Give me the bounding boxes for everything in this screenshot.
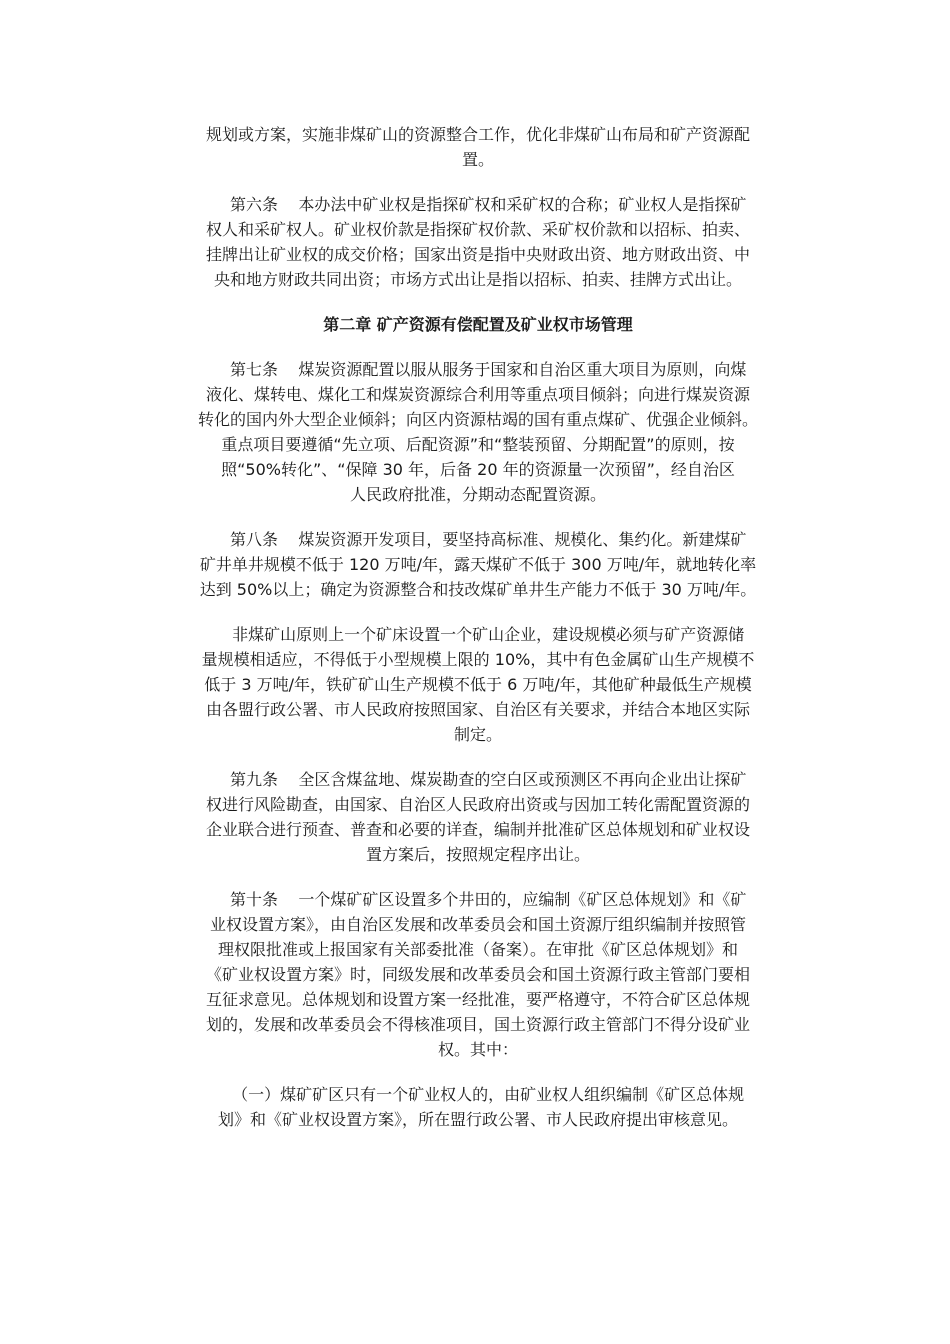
text-line: 照“50%转化”、“保障 30 年，后备 20 年的资源量一次预留”，经自治区	[221, 460, 735, 479]
text-line: 规划或方案，实施非煤矿山的资源整合工作，优化非煤矿山布局和矿产资源配	[205, 125, 750, 144]
text-line: （一）煤矿矿区只有一个矿业权人的，由矿业权人组织编制《矿区总体规	[211, 1085, 745, 1104]
text-line: 权人和采矿权人。矿业权价款是指探矿权价款、采矿权价款和以招标、拍卖、	[205, 220, 750, 239]
paragraph	[147, 622, 809, 747]
text-line: 由各盟行政公署、市人民政府按照国家、自治区有关要求，并结合本地区实际	[205, 700, 750, 719]
paragraph	[147, 122, 809, 172]
text-line: 业权设置方案》，由自治区发展和改革委员会和国土资源厅组织编制并按照管	[209, 915, 746, 934]
text-line: 权进行风险勘查，由国家、自治区人民政府出资或与因加工转化需配置资源的	[205, 795, 750, 814]
text-line: 第七条 煤炭资源配置以服从服务于国家和自治区重大项目为原则，向煤	[209, 360, 747, 379]
text-line: 置方案后，按照规定程序出让。	[365, 845, 590, 864]
text-line: 人民政府批准，分期动态配置资源。	[349, 485, 606, 504]
text-line: 划》和《矿业权设置方案》，所在盟行政公署、市人民政府提出审核意见。	[217, 1110, 738, 1129]
text-line: 转化的国内外大型企业倾斜；向区内资源枯竭的国有重点煤矿、优强企业倾斜。	[197, 410, 758, 429]
text-line: 达到 50%以上；确定为资源整合和技改煤矿单井生产能力不低于 30 万吨/年。	[199, 580, 757, 599]
text-line: 互征求意见。总体规划和设置方案一经批准，要严格遵守，不符合矿区总体规	[205, 990, 750, 1009]
text-line: 置。	[461, 150, 494, 169]
paragraph	[147, 357, 809, 507]
paragraph	[147, 527, 809, 602]
text-line: 划的，发展和改革委员会不得核准项目，国土资源行政主管部门不得分设矿业	[205, 1015, 750, 1034]
text-line: 央和地方财政共同出资；市场方式出让是指以招标、拍卖、挂牌方式出让。	[213, 270, 742, 289]
text-line: 《矿业权设置方案》时，同级发展和改革委员会和国土资源行政主管部门要相	[205, 965, 750, 984]
text-line: 第六条 本办法中矿业权是指探矿权和采矿权的合称；矿业权人是指探矿	[209, 195, 747, 214]
text-line: 第二章 矿产资源有偿配置及矿业权市场管理	[323, 315, 633, 334]
text-line: 非煤矿山原则上一个矿床设置一个矿山企业，建设规模必须与矿产资源储	[211, 625, 745, 644]
text-line: 重点项目要遵循“先立项、后配资源”和“整装预留、分期配置”的原则，按	[221, 435, 735, 454]
text-line: 制定。	[453, 725, 502, 744]
paragraph	[147, 767, 809, 867]
paragraph	[147, 1082, 809, 1132]
text-line: 量规模相适应，不得低于小型规模上限的 10%，其中有色金属矿山生产规模不	[201, 650, 755, 669]
chapter-heading	[147, 312, 809, 337]
text-line: 低于 3 万吨/年，铁矿矿山生产规模不低于 6 万吨/年，其他矿种最低生产规模	[204, 675, 752, 694]
text-line: 第八条 煤炭资源开发项目，要坚持高标准、规模化、集约化。新建煤矿	[209, 530, 747, 549]
text-line: 矿井单井规模不低于 120 万吨/年，露天煤矿不低于 300 万吨/年，就地转化率	[199, 555, 757, 574]
text-line: 液化、煤转电、煤化工和煤炭资源综合利用等重点项目倾斜；向进行煤炭资源	[205, 385, 750, 404]
paragraph	[147, 192, 809, 292]
text-line: 第十条 一个煤矿矿区设置多个井田的，应编制《矿区总体规划》和《矿	[209, 890, 747, 909]
text-line: 企业联合进行预查、普查和必要的详查，编制并批准矿区总体规划和矿业权设	[205, 820, 750, 839]
paragraph	[147, 887, 809, 1062]
text-line: 权。其中：	[437, 1040, 518, 1059]
text-line: 第九条 全区含煤盆地、煤炭勘查的空白区或预测区不再向企业出让探矿	[209, 770, 747, 789]
text-line: 挂牌出让矿业权的成交价格；国家出资是指中央财政出资、地方财政出资、中	[205, 245, 750, 264]
document-page	[147, 122, 809, 1152]
text-line: 理权限批准或上报国家有关部委批准（备案）。在审批《矿区总体规划》和	[217, 940, 738, 959]
